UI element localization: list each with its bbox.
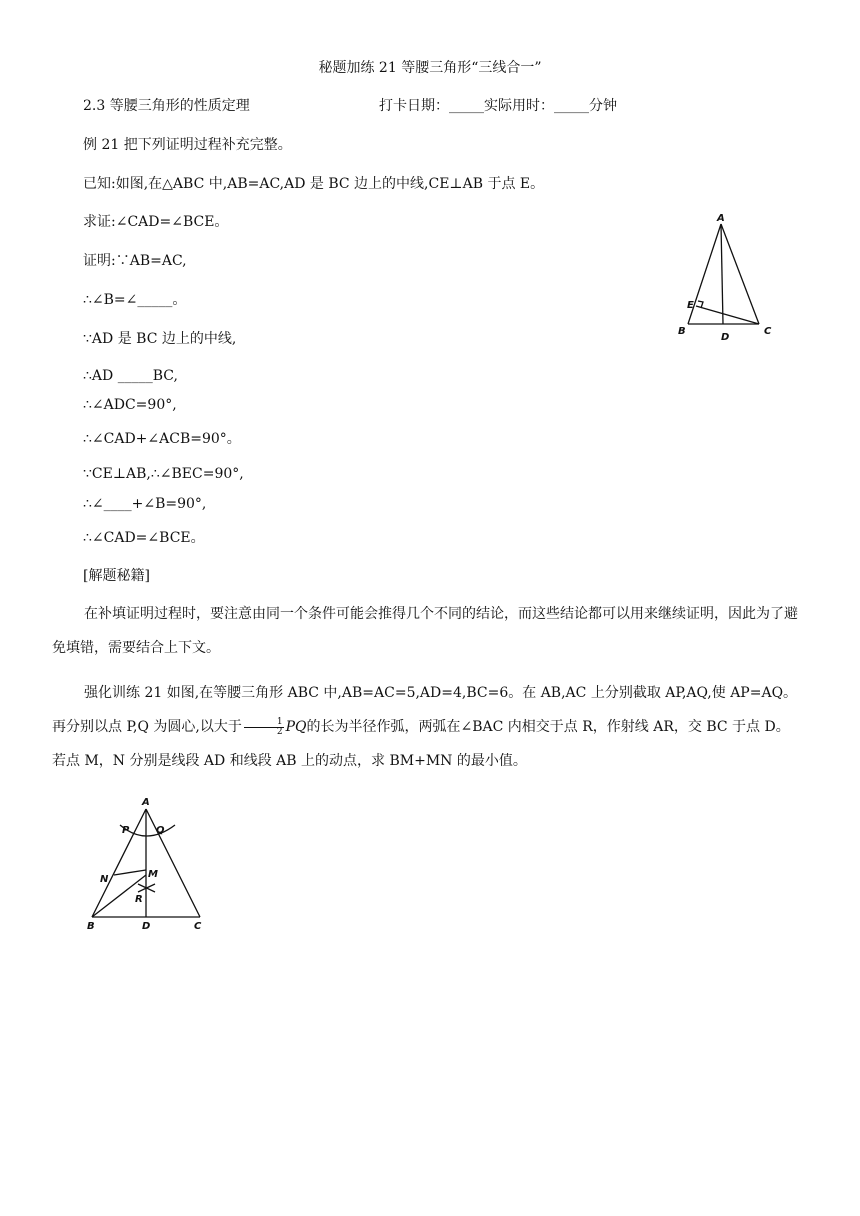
figure-triangle-abc (670, 212, 790, 347)
label-r: R (135, 894, 143, 905)
label-d: D (142, 921, 151, 932)
section-label: 2.3 等腰三角形的性质定理 (83, 98, 250, 114)
proof-step: ∴∠CAD=∠BCE。 (83, 530, 205, 546)
label-a: A (717, 213, 725, 224)
proof-step: ∴AD _____BC, (83, 368, 178, 384)
checkin-line: 打卡日期：_____实际用时：_____分钟 (379, 98, 617, 114)
label-a: A (142, 797, 150, 808)
label-c: C (194, 921, 202, 932)
figure-isosceles-construction (80, 795, 220, 935)
exercise-text (52, 676, 802, 778)
label-c: C (764, 326, 772, 337)
label-d: D (721, 332, 730, 343)
tips-heading: [解题秘籍] (83, 568, 150, 584)
segment-ac (721, 224, 759, 324)
label-q: Q (156, 825, 165, 836)
fraction-denominator: 2 (276, 726, 283, 737)
label-p: P (122, 825, 130, 836)
exercise-text-part1: 强化训练 21 如图,在等腰三角形 ABC 中,AB=AC=5,AD=4,BC=6。在 AB,AC 上分别截取 AP,AQ,使 AP=AQ。再分别以点 P,Q 为圆心,以大于 (52, 685, 798, 735)
tips-body: 在补填证明过程时，要注意由同一个条件可能会推得几个不同的结论，而这些结论都可以用来继续证明，因此为了避免填错，需要结合上下文。 (52, 606, 798, 656)
proof-step: ∴∠ADC=90°, (83, 397, 177, 413)
label-b: B (87, 921, 95, 932)
example-given: 已知:如图,在△ABC 中,AB=AC,AD 是 BC 边上的中线,CE⊥AB 于点 E。 (83, 176, 545, 192)
proof-step: ∴∠CAD+∠ACB=90°。 (83, 431, 241, 447)
label-m: M (148, 869, 158, 880)
proof-step: ∴∠____+∠B=90°, (83, 496, 207, 512)
fraction-numerator: 1 (244, 718, 284, 728)
proof-step: ∴∠B=∠_____。 (83, 292, 187, 308)
page-title: 秘题加练 21 等腰三角形“三线合一” (318, 60, 542, 76)
label-e: E (687, 300, 694, 311)
label-n: N (100, 874, 109, 885)
segment-nm (114, 870, 146, 875)
proof-step: 证明:∵AB=AC, (83, 253, 187, 269)
exercise-text-part2: 的长为半径作弧，两弧在∠BAC 内相交于点 R，作射线 AR，交 BC 于点 D。若点 M，N 分别是线段 AD 和线段 AB 上的动点，求 BM+MN 的最小值。 (52, 719, 790, 769)
example-prove: 求证:∠CAD=∠BCE。 (83, 214, 229, 230)
proof-step: ∵CE⊥AB,∴∠BEC=90°, (83, 466, 244, 482)
example-intro: 例 21 把下列证明过程补充完整。 (83, 137, 292, 153)
segment-ce (696, 306, 759, 324)
segment-pq-label: PQ (285, 719, 307, 735)
segment-ad (721, 224, 723, 324)
fraction-one-half (244, 718, 284, 737)
segment-ac (146, 809, 200, 917)
label-b: B (678, 326, 686, 337)
proof-step: ∵AD 是 BC 边上的中线, (83, 331, 237, 347)
